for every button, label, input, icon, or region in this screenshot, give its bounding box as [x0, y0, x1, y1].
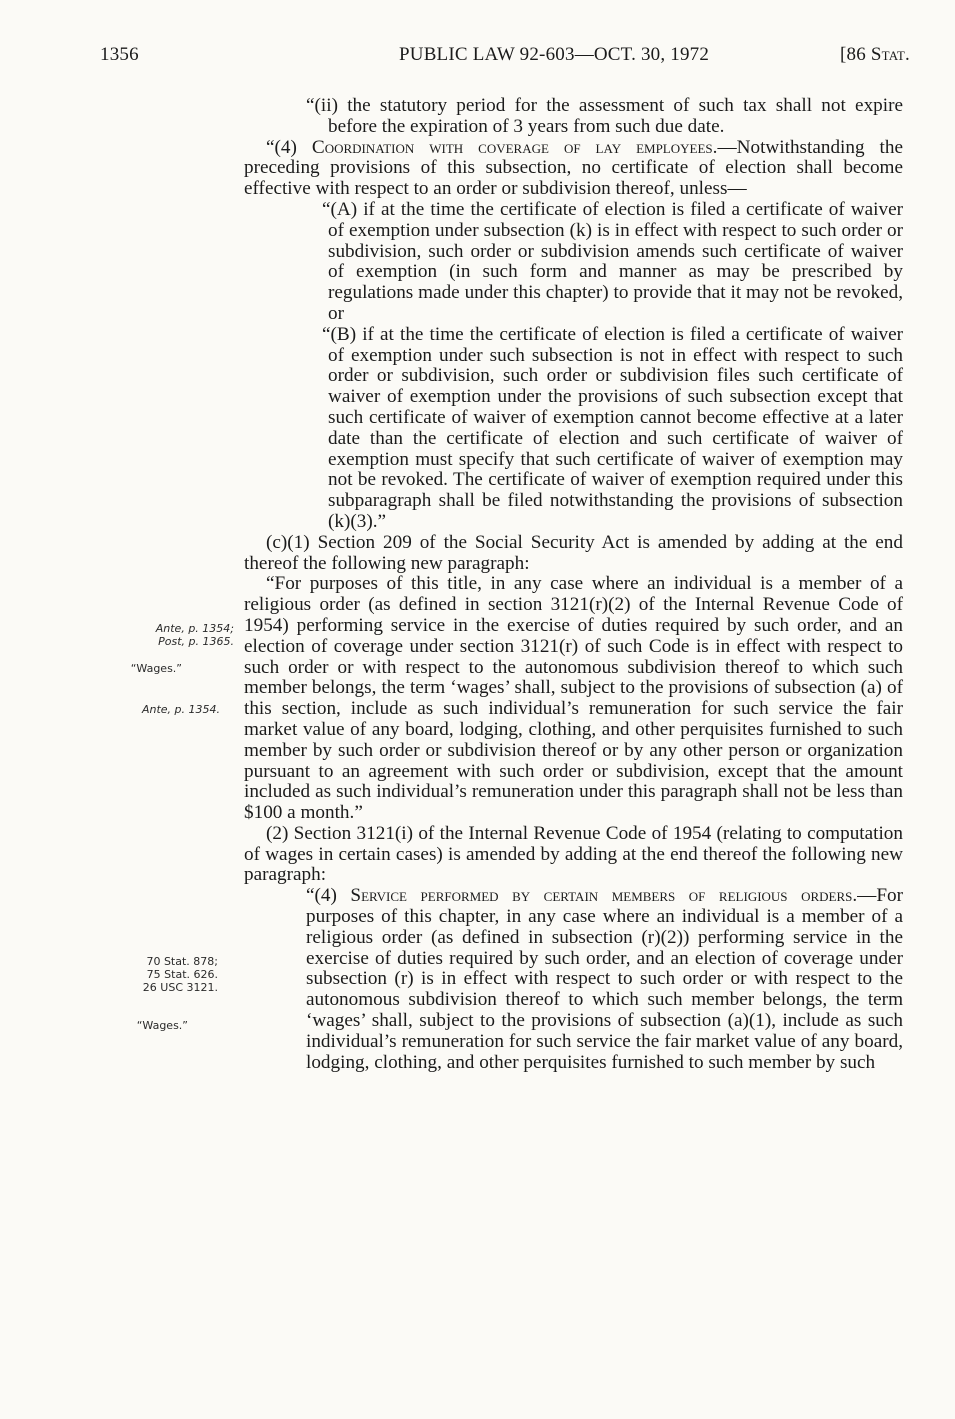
margin-note-line: “Wages.” — [136, 1019, 188, 1032]
margin-note-line: Post, p. 1365. — [158, 635, 234, 648]
margin-note-line: 75 Stat. 626. — [146, 968, 218, 981]
paragraph-for-purposes: “For purposes of this title, in any case where an individual is a member of a religious order (as defined in section 3121(r)(2) of the Internal Revenue Code of 1954) performing service in the exercise of duties required by such order, and an election of coverage under section 3121(r) of such Code is in effect with respect to such order or with respect to the autonomous subdivision thereof to which such member belongs, the term ‘wages’ shall, subject to the provisions of subsection (a) of this section, include as such individual’s remuneration for such service the fair market value of any board, lodging, clothing, and other perquisites furnished to such member by such order or subdivision thereof or by any other person or organization pursuant to an agreement with such order or subdivision, except that the amount included as such individual’s remuneration under this paragraph shall not be less than $100 a month.” — [244, 573, 903, 824]
volume-reference — [840, 44, 910, 66]
margin-note-line: “Wages.” — [130, 662, 182, 675]
paragraph-number: “(4) — [266, 136, 312, 158]
clause-ii: “(ii) the statutory period for the assessment of such tax shall not expire before the expiration of 3 years from such due date. — [306, 95, 903, 137]
volume-reference-stat: Stat. — [870, 44, 910, 65]
margin-note-wages — [131, 662, 182, 675]
page-number: 1356 — [100, 44, 139, 65]
paragraph-text: —Notwithstanding the preceding provisions of this subsection, no certificate of election shall become effective with respect to an order or subdivision thereof, unless— — [244, 136, 903, 200]
margin-note-line: Ante, p. 1354; — [155, 622, 234, 635]
public-law-title: PUBLIC LAW 92-603—OCT. 30, 1972 — [399, 44, 710, 65]
subsection-c1: (c)(1) Section 209 of the Social Security Act is amended by adding at the end thereof the following new paragraph: — [244, 531, 903, 574]
subparagraph-a: “(A) if at the time the certificate of election is filed a certificate of waiver of exemption under subsection (k) is in effect with respect to such order or subdivision, such order or subdivision amends such certificate of waiver of exemption (in such form and manner as may be prescribed by regulations made under this chapter) to provide that it may not be revoked, or — [322, 198, 903, 324]
paragraph-heading: Coordination with coverage of lay employees. — [311, 136, 718, 158]
paragraph-4-service — [244, 886, 903, 1073]
margin-note-line: 26 USC 3121. — [142, 981, 218, 994]
margin-note-line: 70 Stat. 878; — [146, 955, 218, 968]
subparagraph-b: “(B) if at the time the certificate of election is filed a certificate of waiver of exemption under such subsection is not in effect with respect to such order or subdivision, such order or subdivision files such certificate of waiver of exemption under the provisions of such subsection except that such certificate of waiver of exemption cannot become effective at a later date than the certificate of election and such certificate of waiver of exemption must specify that such certificate of waiver of exemption may not be revoked. The certificate of waiver of exemption required under this subparagraph shall be filed notwithstanding the provisions of subsection (k)(3).” — [322, 323, 903, 532]
margin-note-ante — [142, 703, 220, 716]
running-header — [100, 44, 910, 70]
statute-body — [244, 96, 903, 1073]
paragraph-text: —For purposes of this chapter, in any case where an individual is a member of a religious order (as defined in subsection (r)(2)) performing service in the exercise of duties required by such order, and an election of coverage under subsection (r) is in effect with respect to such order or with respect to the autonomous subdivision thereof to which such member belongs, the term ‘wages’ shall, subject to the provisions of subsection (a)(1), include as such individual’s remuneration for such service the fair market value of any board, lodging, clothing, and other perquisites furnished to such member by such — [306, 885, 903, 1073]
paragraph-number: “(4) — [306, 885, 351, 907]
volume-reference-open: [86 — [840, 44, 871, 65]
paragraph-4-coordination — [244, 138, 903, 200]
margin-note-wages-2 — [137, 1019, 188, 1032]
margin-note-line: Ante, p. 1354. — [141, 703, 220, 716]
margin-note-stat-refs — [143, 955, 218, 994]
margin-note-ante-post — [156, 622, 234, 648]
paragraph-heading: Service performed by certain members of religious orders. — [350, 885, 858, 907]
paragraph-2: (2) Section 3121(i) of the Internal Revenue Code of 1954 (relating to computation of wages in certain cases) is amended by adding at the end thereof the following new paragraph: — [244, 822, 903, 886]
